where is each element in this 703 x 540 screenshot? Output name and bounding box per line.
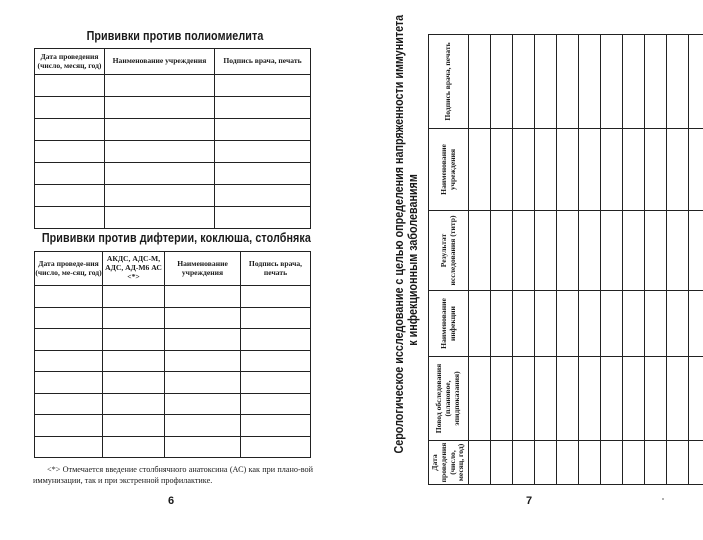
serology-cell xyxy=(645,211,667,291)
serology-cell xyxy=(579,441,601,485)
serology-cell xyxy=(601,291,623,357)
polio-cell xyxy=(35,141,105,163)
serology-cell xyxy=(645,35,667,129)
serology-title-line2: к инфекционным заболеваниям xyxy=(406,174,420,346)
dtp-cell xyxy=(35,436,103,458)
dtp-cell xyxy=(103,393,165,415)
serology-cell xyxy=(623,35,645,129)
serology-cell xyxy=(513,441,535,485)
serology-cell xyxy=(557,291,579,357)
serology-cell xyxy=(689,35,703,129)
serology-cell xyxy=(689,441,703,485)
serology-cell xyxy=(469,357,491,441)
polio-header-date: Дата проведения (число, месяц, год) xyxy=(35,49,105,75)
dtp-cell xyxy=(241,350,311,372)
polio-cell xyxy=(105,163,215,185)
polio-header-institution: Наименование учреждения xyxy=(105,49,215,75)
polio-row xyxy=(35,75,311,97)
polio-cell xyxy=(35,185,105,207)
dtp-cell xyxy=(165,329,241,351)
serology-table-body xyxy=(469,35,703,485)
dtp-row xyxy=(35,415,311,437)
dtp-row xyxy=(35,350,311,372)
right-page xyxy=(352,0,703,540)
serology-cell xyxy=(667,441,689,485)
polio-cell xyxy=(215,163,311,185)
serology-row xyxy=(623,35,645,485)
polio-cell xyxy=(35,119,105,141)
dtp-cell xyxy=(165,307,241,329)
page-number-left: 6 xyxy=(168,495,175,507)
serology-cell xyxy=(513,357,535,441)
serology-cell xyxy=(513,291,535,357)
serology-row xyxy=(535,35,557,485)
dtp-cell xyxy=(103,350,165,372)
dtp-header-date: Дата проведе-ния (число, ме-сяц, год) xyxy=(35,252,103,286)
polio-cell xyxy=(215,97,311,119)
dtp-cell xyxy=(35,329,103,351)
serology-cell xyxy=(623,291,645,357)
serology-cell xyxy=(491,129,513,211)
serology-row xyxy=(491,35,513,485)
serology-cell xyxy=(645,129,667,211)
polio-cell xyxy=(105,97,215,119)
serology-cell xyxy=(689,291,703,357)
serology-cell xyxy=(667,129,689,211)
serology-cell xyxy=(645,291,667,357)
dtp-cell xyxy=(165,393,241,415)
serology-cell xyxy=(535,441,557,485)
serology-header-institution: Наименование учреждения xyxy=(429,129,469,211)
serology-cell xyxy=(491,357,513,441)
polio-cell xyxy=(215,185,311,207)
dtp-cell xyxy=(35,350,103,372)
serology-cell xyxy=(667,35,689,129)
serology-cell xyxy=(557,35,579,129)
dtp-row xyxy=(35,329,311,351)
serology-cell xyxy=(469,441,491,485)
dtp-row xyxy=(35,436,311,458)
dtp-header-vaccine: АКДС, АДС-М, АДС, АД-М6 АС <*> xyxy=(103,252,165,286)
polio-cell xyxy=(35,207,105,229)
serology-cell xyxy=(601,357,623,441)
polio-cell xyxy=(215,207,311,229)
polio-row xyxy=(35,185,311,207)
dtp-row xyxy=(35,372,311,394)
serology-header-reason: Повод обследования (плановое, эпидпоказания) xyxy=(429,357,469,441)
dtp-header-signature: Подпись врача, печать xyxy=(241,252,311,286)
serology-cell xyxy=(469,291,491,357)
serology-cell xyxy=(601,211,623,291)
serology-cell xyxy=(513,35,535,129)
serology-cell xyxy=(667,357,689,441)
serology-cell xyxy=(645,441,667,485)
serology-header-result: Результат исследования (титр) xyxy=(429,211,469,291)
polio-cell xyxy=(105,207,215,229)
serology-cell xyxy=(491,441,513,485)
polio-cell xyxy=(215,119,311,141)
dtp-cell xyxy=(241,393,311,415)
serology-cell xyxy=(557,441,579,485)
dtp-cell xyxy=(35,372,103,394)
serology-cell xyxy=(557,211,579,291)
serology-cell xyxy=(557,357,579,441)
polio-row xyxy=(35,97,311,119)
dtp-section-title: Прививки против дифтерии, коклюша, столбняка xyxy=(41,231,311,245)
serology-row xyxy=(579,35,601,485)
serology-cell xyxy=(623,357,645,441)
serology-header-signature: Подпись врача, печать xyxy=(429,35,469,129)
serology-cell xyxy=(535,211,557,291)
dtp-cell xyxy=(165,372,241,394)
serology-cell xyxy=(491,211,513,291)
serology-table xyxy=(428,34,703,485)
polio-cell xyxy=(35,75,105,97)
serology-cell xyxy=(579,35,601,129)
dtp-row xyxy=(35,393,311,415)
polio-cell xyxy=(35,163,105,185)
dtp-cell xyxy=(103,372,165,394)
serology-cell xyxy=(513,211,535,291)
scan-speck xyxy=(662,498,664,500)
dtp-row xyxy=(35,286,311,308)
serology-cell xyxy=(535,129,557,211)
serology-cell xyxy=(469,211,491,291)
dtp-cell xyxy=(165,436,241,458)
polio-cell xyxy=(105,185,215,207)
polio-section-title: Прививки против полиомиелита xyxy=(86,29,264,43)
page-number-right: 7 xyxy=(526,495,533,507)
polio-cell xyxy=(215,141,311,163)
serology-cell xyxy=(491,291,513,357)
polio-header-signature: Подпись врача, печать xyxy=(215,49,311,75)
serology-cell xyxy=(491,35,513,129)
serology-row xyxy=(469,35,491,485)
serology-cell xyxy=(623,129,645,211)
dtp-header-institution: Наименование учреждения xyxy=(165,252,241,286)
polio-cell xyxy=(215,75,311,97)
serology-cell xyxy=(601,129,623,211)
serology-cell xyxy=(601,35,623,129)
serology-cell xyxy=(513,129,535,211)
footnote: <*> Отмечается введение столбнячного анатоксина (АС) как при плано-вой иммунизации, так и при экстренной профилактике. xyxy=(33,465,313,485)
serology-cell xyxy=(645,357,667,441)
serology-rotated-block xyxy=(392,14,697,485)
polio-cell xyxy=(105,141,215,163)
serology-header-infection: Наименование инфекции xyxy=(429,291,469,357)
serology-cell xyxy=(579,357,601,441)
dtp-cell xyxy=(103,415,165,437)
dtp-cell xyxy=(241,307,311,329)
serology-cell xyxy=(469,129,491,211)
polio-row xyxy=(35,141,311,163)
serology-cell xyxy=(667,291,689,357)
serology-cell xyxy=(601,441,623,485)
polio-cell xyxy=(105,119,215,141)
dtp-row xyxy=(35,307,311,329)
serology-row xyxy=(645,35,667,485)
serology-row xyxy=(557,35,579,485)
serology-row xyxy=(689,35,703,485)
dtp-cell xyxy=(241,329,311,351)
serology-header-date: Дата проведения (число, месяц, год) xyxy=(429,441,469,485)
serology-cell xyxy=(579,291,601,357)
dtp-table xyxy=(34,251,311,458)
dtp-cell xyxy=(165,415,241,437)
serology-cell xyxy=(667,211,689,291)
serology-cell xyxy=(689,357,703,441)
polio-row xyxy=(35,163,311,185)
serology-row xyxy=(667,35,689,485)
dtp-cell xyxy=(165,350,241,372)
serology-cell xyxy=(689,211,703,291)
serology-cell xyxy=(469,35,491,129)
polio-table-body xyxy=(35,75,311,229)
serology-row xyxy=(601,35,623,485)
dtp-cell xyxy=(241,372,311,394)
serology-cell xyxy=(689,129,703,211)
polio-cell xyxy=(35,97,105,119)
dtp-cell xyxy=(103,329,165,351)
dtp-cell xyxy=(35,307,103,329)
dtp-cell xyxy=(35,415,103,437)
dtp-cell xyxy=(241,286,311,308)
serology-title-line1: Серологическое исследование с целью определения напряженности иммунитета xyxy=(392,14,406,454)
polio-table xyxy=(34,48,311,229)
polio-row xyxy=(35,119,311,141)
serology-cell xyxy=(579,129,601,211)
dtp-cell xyxy=(35,393,103,415)
dtp-cell xyxy=(165,286,241,308)
serology-cell xyxy=(535,291,557,357)
serology-cell xyxy=(535,357,557,441)
dtp-cell xyxy=(103,286,165,308)
dtp-cell xyxy=(35,286,103,308)
serology-title xyxy=(392,14,420,454)
polio-row xyxy=(35,207,311,229)
dtp-table-body xyxy=(35,286,311,458)
serology-cell xyxy=(535,35,557,129)
serology-cell xyxy=(623,441,645,485)
dtp-cell xyxy=(103,436,165,458)
serology-cell xyxy=(623,211,645,291)
serology-cell xyxy=(557,129,579,211)
serology-row xyxy=(513,35,535,485)
serology-cell xyxy=(579,211,601,291)
dtp-cell xyxy=(241,436,311,458)
polio-cell xyxy=(105,75,215,97)
dtp-cell xyxy=(241,415,311,437)
dtp-cell xyxy=(103,307,165,329)
